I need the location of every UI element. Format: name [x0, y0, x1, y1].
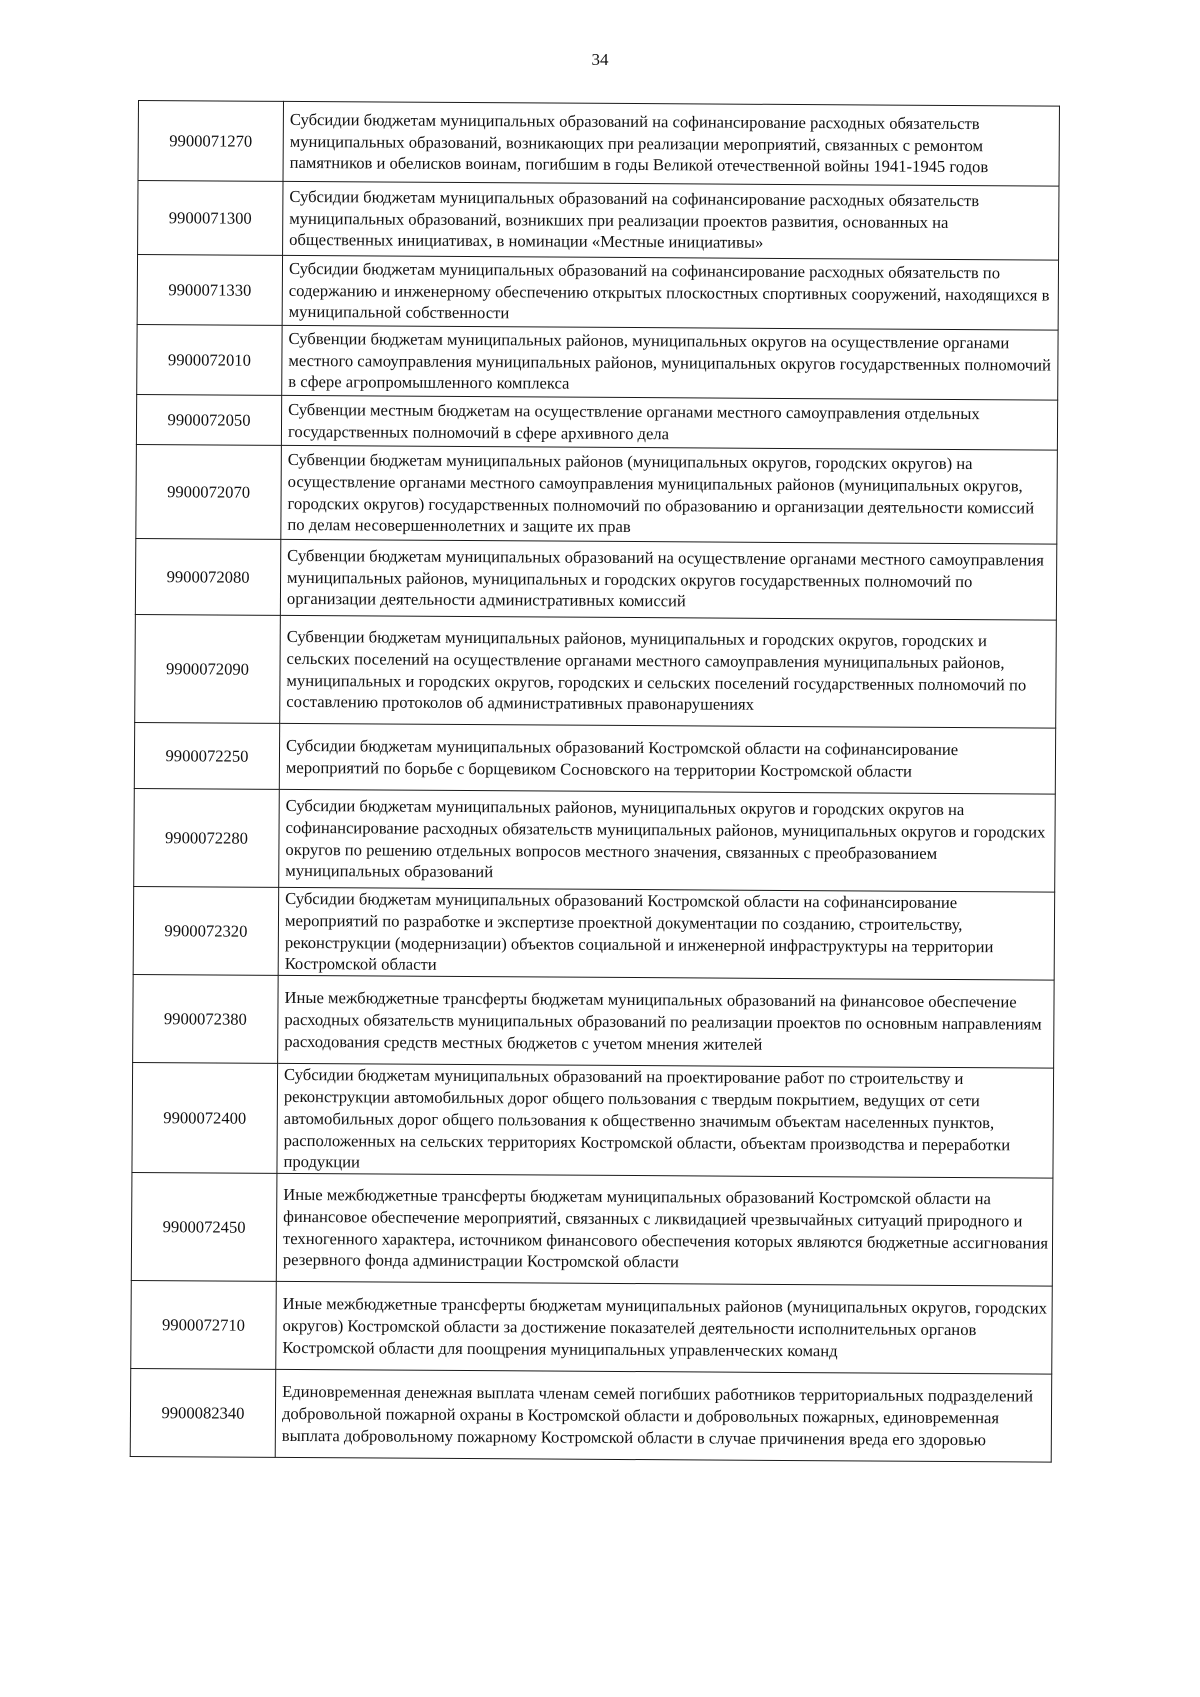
row-description: Единовременная денежная выплата членам семей погибших работников территориальных подразделений добровольной пожарной охраны в Костромской области и добровольных пожарных, единовременная выплата добровольному пожарному Костромской области в случае причинения вреда его здоровью — [275, 1370, 1052, 1463]
table-row — [131, 1281, 1053, 1375]
row-description: Субвенции бюджетам муниципальных районов (муниципальных округов, городских округов) на осуществление органами местного самоуправления муниципальных районов (муниципальных округов, городских округов) государственных полномочий по образованию и организации деятельности комиссий по делам несовершеннолетних и защите их прав — [281, 445, 1058, 544]
row-description: Иные межбюджетные трансферты бюджетам муниципальных образований на финансовое обеспечение расходных обязательств муниципальных образований по реализации проектов по основным направлениям расходования средств местных бюджетов с учетом мнения жителей — [278, 976, 1055, 1069]
table-body — [130, 101, 1059, 1463]
table-row — [134, 788, 1056, 892]
row-description: Субвенции местным бюджетам на осуществление органами местного самоуправления отдельных государственных полномочий в сфере архивного дела — [281, 395, 1057, 450]
table-row — [135, 614, 1057, 728]
row-code: 9900072380 — [133, 975, 279, 1064]
row-code: 9900071330 — [137, 255, 282, 326]
table-row — [136, 394, 1057, 450]
page-number: 34 — [591, 50, 609, 69]
budget-codes-table — [130, 100, 1060, 1463]
row-description: Субвенции бюджетам муниципальных районов, муниципальных и городских округов, городских и сельских поселений на осуществление органами местного самоуправления муниципальных районов, муниципальных и городских округов, городских и сельских поселений государственных полномочий по составлению протоколов об административных правонарушениях — [280, 615, 1057, 728]
row-code: 9900072050 — [136, 394, 281, 445]
row-description: Субвенции бюджетам муниципальных районов, муниципальных округов на осуществление органами местного самоуправления муниципальных районов, муниципальных округов государственных полномочий в сфере агропромышленного комплекса — [282, 325, 1058, 400]
row-description: Субсидии бюджетам муниципальных образований Костромской области на софинансирование мероприятий по борьбе с борщевиком Сосновского на территории Костромской области — [279, 723, 1055, 794]
row-code: 9900072010 — [137, 324, 282, 395]
row-description: Иные межбюджетные трансферты бюджетам муниципальных районов (муниципальных округов, городских округов) Костромской области за достижение показателей деятельности исполнительных органов Костромской области для поощрения муниципальных управленческих команд — [276, 1282, 1053, 1375]
table-row — [135, 538, 1056, 620]
table-row — [133, 886, 1055, 980]
row-code: 9900072080 — [135, 538, 280, 615]
row-description: Субсидии бюджетам муниципальных образований на проектирование работ по строительству и реконструкции автомобильных дорог общего пользования с твердым покрытием, ведущих от сети автомобильных дорог общего пользования к общественно значимым объектам населенных пунктов, расположенных на сельских территориях Костромской области, объектам производства и переработки продукции — [277, 1064, 1054, 1179]
row-code: 9900082340 — [130, 1369, 276, 1458]
row-code: 9900072250 — [134, 722, 279, 789]
row-code: 9900071270 — [138, 101, 283, 182]
row-code: 9900072710 — [131, 1281, 277, 1370]
row-code: 9900072320 — [133, 886, 279, 975]
table-row — [130, 1369, 1052, 1463]
table-row — [133, 975, 1055, 1069]
row-code: 9900072400 — [132, 1063, 278, 1174]
row-code: 9900072070 — [136, 444, 282, 539]
table-row — [137, 324, 1058, 400]
row-description: Субсидии бюджетам муниципальных образований на софинансирование расходных обязательств по содержанию и инженерному обеспечению открытых плоскостных спортивных сооружений, находящихся в муниципальной собственности — [282, 255, 1058, 330]
row-code: 9900071300 — [138, 181, 283, 256]
table-row — [138, 101, 1059, 187]
table-row — [136, 444, 1058, 544]
row-description: Субсидии бюджетам муниципальных образований на софинансирование расходных обязательств муниципальных образований, возникших при реализации проектов развития, основанных на общественных инициативах, в номинации «Местные инициативы» — [283, 181, 1059, 260]
table-row — [134, 722, 1055, 794]
row-code: 9900072090 — [135, 614, 281, 723]
table-row — [132, 1063, 1054, 1179]
row-code: 9900072450 — [131, 1173, 277, 1282]
row-description: Иные межбюджетные трансферты бюджетам муниципальных образований Костромской области на финансовое обеспечение мероприятий, связанных с ликвидацией чрезвычайных ситуаций природного и техногенного характера, источником финансового обеспечения которых являются бюджетные ассигнования резервного фонда администрации Костромской области — [276, 1174, 1053, 1287]
row-description: Субсидии бюджетам муниципальных образований Костромской области на софинансирование мероприятий по разработке и экспертизе проектной документации по созданию, строительству, реконструкции (модернизации) объектов социальной и инженерной инфраструктуры на территории Костромской области — [278, 887, 1055, 980]
row-code: 9900072280 — [134, 788, 280, 887]
table-row — [137, 255, 1058, 331]
row-description: Субвенции бюджетам муниципальных образований на осуществление органами местного самоуправления муниципальных районов, муниципальных и городских округов государственных полномочий по организации деятельности административных комиссий — [280, 539, 1056, 620]
table-row — [131, 1173, 1053, 1287]
row-description: Субсидии бюджетам муниципальных районов, муниципальных округов и городских округов на софинансирование расходных обязательств муниципальных районов, муниципальных округов и городских округов по решению отдельных вопросов местного значения, связанных с преобразованием муниципальных образований — [279, 789, 1056, 892]
row-description: Субсидии бюджетам муниципальных образований на софинансирование расходных обязательств муниципальных образований, возникающих при реализации мероприятий, связанных с ремонтом памятников и обелисков воинам, погибшим в годы Великой отечественной войны 1941-1945 годов — [283, 101, 1059, 186]
table-row — [138, 181, 1059, 261]
